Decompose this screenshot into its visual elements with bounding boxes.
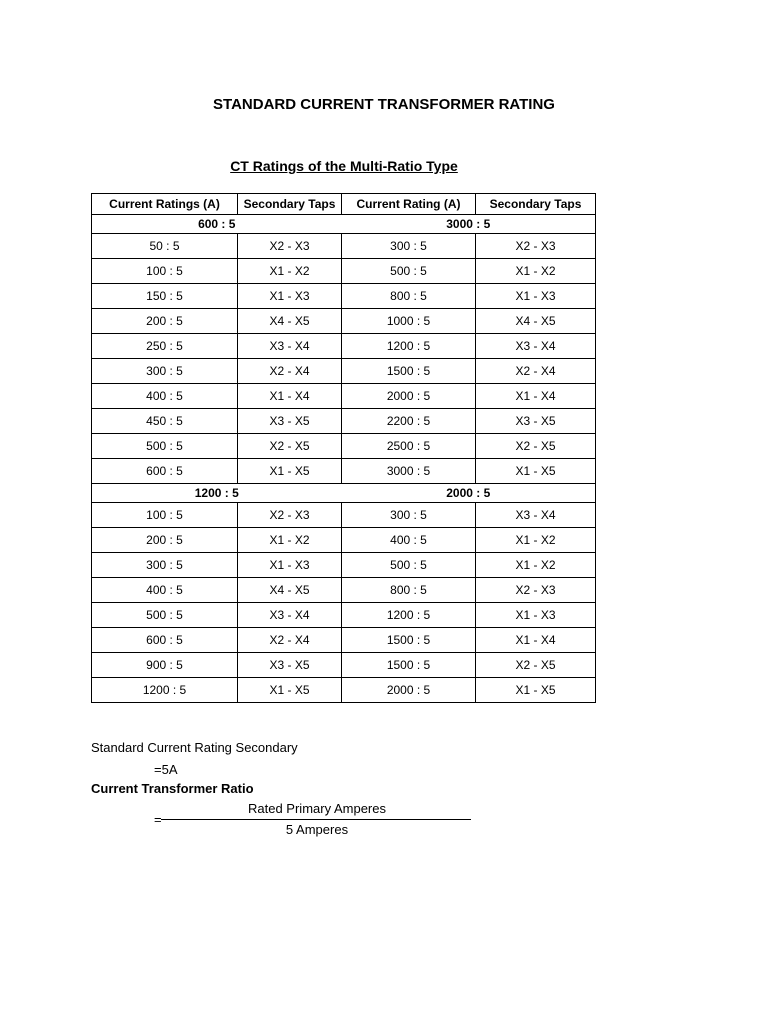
table-cell: 100 : 5 [92,503,238,528]
table-cell: 50 : 5 [92,234,238,259]
table-row [92,678,596,703]
group-ratio-label: 1200 : 5 [92,484,342,503]
table-cell: 600 : 5 [92,628,238,653]
table-row [92,259,596,284]
table-cell: 1500 : 5 [342,628,476,653]
table-cell: X2 - X5 [238,434,342,459]
table-cell: 2000 : 5 [342,678,476,703]
table-cell: 300 : 5 [342,234,476,259]
fraction-line [161,819,471,820]
table-cell: 200 : 5 [92,528,238,553]
table-subtitle: CT Ratings of the Multi-Ratio Type [230,158,458,174]
table-cell: X3 - X4 [238,334,342,359]
table-cell: X1 - X2 [238,528,342,553]
table-cell: X1 - X3 [238,284,342,309]
table-cell: X3 - X5 [476,409,596,434]
table-cell: 250 : 5 [92,334,238,359]
table-cell: X1 - X5 [476,459,596,484]
table-row [92,603,596,628]
group-ratio-label: 3000 : 5 [342,215,596,234]
table-cell: 800 : 5 [342,578,476,603]
group-ratio-label: 600 : 5 [92,215,342,234]
table-cell: X1 - X2 [476,259,596,284]
table-cell: 2200 : 5 [342,409,476,434]
table-cell: 500 : 5 [342,259,476,284]
table-cell: X2 - X3 [238,503,342,528]
table-cell: X3 - X5 [238,409,342,434]
table-cell: 1000 : 5 [342,309,476,334]
table-cell: X2 - X4 [238,359,342,384]
column-header: Secondary Taps [476,194,596,215]
table-row [92,434,596,459]
table-cell: 2500 : 5 [342,434,476,459]
table-row [92,334,596,359]
table-cell: 1200 : 5 [92,678,238,703]
table-cell: X2 - X3 [238,234,342,259]
table-cell: 1200 : 5 [342,603,476,628]
table-row [92,503,596,528]
table-cell: X2 - X3 [476,578,596,603]
table-cell: X1 - X3 [476,284,596,309]
table-cell: X3 - X4 [476,503,596,528]
table-cell: X3 - X5 [238,653,342,678]
table-cell: 300 : 5 [92,553,238,578]
table-cell: 400 : 5 [92,578,238,603]
column-header: Current Ratings (A) [92,194,238,215]
table-cell: X1 - X4 [238,384,342,409]
table-cell: X2 - X5 [476,653,596,678]
ct-table-body [92,194,596,703]
table-cell: X1 - X2 [476,553,596,578]
table-cell: 300 : 5 [92,359,238,384]
table-row [92,653,596,678]
group-header-row [92,215,596,234]
table-cell: 400 : 5 [92,384,238,409]
group-ratio-label: 2000 : 5 [342,484,596,503]
table-cell: 500 : 5 [92,434,238,459]
table-cell: X1 - X4 [476,384,596,409]
table-row [92,578,596,603]
table-row [92,459,596,484]
table-row [92,553,596,578]
table-cell: 200 : 5 [92,309,238,334]
ct-ratio-label: Current Transformer Ratio [91,781,254,796]
table-cell: X1 - X5 [238,678,342,703]
column-header: Secondary Taps [238,194,342,215]
column-header: Current Rating (A) [342,194,476,215]
table-cell: X2 - X4 [238,628,342,653]
table-cell: 450 : 5 [92,409,238,434]
table-cell: X4 - X5 [476,309,596,334]
table-cell: X1 - X3 [476,603,596,628]
table-cell: 2000 : 5 [342,384,476,409]
table-cell: 900 : 5 [92,653,238,678]
table-cell: 150 : 5 [92,284,238,309]
table-row [92,628,596,653]
table-cell: X1 - X3 [238,553,342,578]
table-cell: 600 : 5 [92,459,238,484]
table-cell: 500 : 5 [342,553,476,578]
table-cell: X2 - X3 [476,234,596,259]
table-cell: 3000 : 5 [342,459,476,484]
table-cell: 300 : 5 [342,503,476,528]
table-row [92,384,596,409]
table-cell: 1500 : 5 [342,359,476,384]
table-cell: 100 : 5 [92,259,238,284]
table-cell: X1 - X5 [238,459,342,484]
table-row [92,409,596,434]
secondary-rating-label: Standard Current Rating Secondary [91,740,298,755]
table-cell: 1200 : 5 [342,334,476,359]
table-cell: X3 - X4 [476,334,596,359]
table-row [92,359,596,384]
table-cell: X1 - X2 [476,528,596,553]
table-row [92,284,596,309]
table-cell: X1 - X5 [476,678,596,703]
table-cell: X4 - X5 [238,309,342,334]
ratio-equals-sign: = [154,812,162,827]
table-row [92,528,596,553]
table-cell: 500 : 5 [92,603,238,628]
table-row [92,234,596,259]
table-cell: X1 - X4 [476,628,596,653]
ratio-numerator: Rated Primary Amperes [248,801,386,816]
table-cell: X4 - X5 [238,578,342,603]
table-cell: X3 - X4 [238,603,342,628]
table-cell: X2 - X4 [476,359,596,384]
ct-ratings-table [91,193,596,703]
group-header-row [92,484,596,503]
table-cell: 800 : 5 [342,284,476,309]
table-cell: 400 : 5 [342,528,476,553]
document-title: STANDARD CURRENT TRANSFORMER RATING [213,96,555,113]
table-cell: 1500 : 5 [342,653,476,678]
table-cell: X1 - X2 [238,259,342,284]
table-row [92,309,596,334]
secondary-rating-value: =5A [154,762,178,777]
table-cell: X2 - X5 [476,434,596,459]
ratio-denominator: 5 Amperes [285,822,349,837]
table-header-row [92,194,596,215]
